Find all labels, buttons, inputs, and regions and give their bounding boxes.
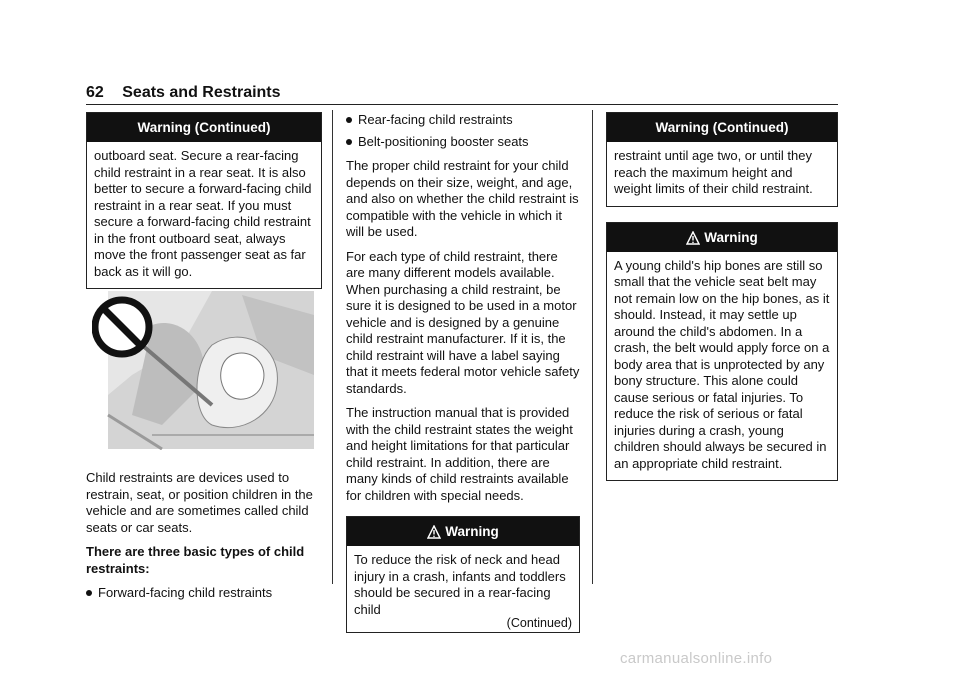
column-3 <box>606 112 838 481</box>
models-paragraph: For each type of child restraint, there are many different models available. When purchasing a child restraint, be sure it is designed to be used in a motor vehicle and is designed by a genuine child restraint manufacturer. If it is, the child restraint will have a label saying that it meets federal motor vehicle safety standards. <box>346 248 580 396</box>
column-1 <box>86 112 322 289</box>
bullet-icon <box>86 590 92 596</box>
warning-box <box>606 222 838 482</box>
warning-triangle-icon <box>427 525 441 539</box>
types-heading: There are three basic types of child restraints: <box>86 544 305 576</box>
list-item: Rear-facing child restraints <box>346 112 580 129</box>
warning-box-text: restraint until age two, or until they reach the maximum height and weight limits of their child restraint. <box>614 148 813 196</box>
no-symbol-icon <box>95 300 149 354</box>
warning-continued-box <box>86 112 322 289</box>
warning-box-title: Warning <box>347 517 579 546</box>
warning-box-text: outboard seat. Secure a rear-facing child restraint in a rear seat. It is also better to secure a forward-facing child restraint in a rear seat. If you must secure a forward-facing child restraint in the front outboard seat, always move the front passenger seat as far back as it will go. <box>94 148 312 279</box>
instruction-manual-paragraph: The instruction manual that is provided with the child restraint states the weight and height limitations for that particular child restraint. In addition, there are many kinds of child restraints available for children with special needs. <box>346 405 573 503</box>
page-header <box>86 84 281 102</box>
list-item: Forward-facing child restraints <box>86 585 326 602</box>
bullet-icon <box>346 139 352 145</box>
column-1-lower <box>86 470 326 610</box>
front-seat-child-restraint-image <box>92 285 316 450</box>
header-rule <box>86 104 838 105</box>
section-title: Seats and Restraints <box>122 84 281 101</box>
list-item: Belt-positioning booster seats <box>346 134 580 151</box>
warning-triangle-icon <box>686 231 700 245</box>
watermark: carmanualsonline.info <box>620 650 773 667</box>
bullet-icon <box>346 117 352 123</box>
warning-box <box>346 516 580 633</box>
column-divider-2 <box>592 110 593 584</box>
warning-box-text: To reduce the risk of neck and head injury in a crash, infants and toddlers should be secured in a rear-facing child <box>354 552 566 617</box>
warning-box-title: Warning <box>607 223 837 252</box>
column-divider-1 <box>332 110 333 584</box>
warning-box-title: Warning (Continued) <box>607 113 837 142</box>
warning-box-text: A young child's hip bones are still so small that the vehicle seat belt may not remain low on the hip bones, as it should. Instead, it may settle up around the child's abdomen. In a crash, the belt would apply force on a body area that is unprotected by any bony structure. This alone could cause serious or fatal injuries. To reduce the risk of serious or fatal injuries during a crash, young children should always be secured in an appropriate child restraint. <box>614 257 830 471</box>
child-restraints-paragraph: Child restraints are devices used to restrain, seat, or position children in the vehicle and are sometimes called child seats or car seats. <box>86 470 313 535</box>
column-2 <box>346 112 580 633</box>
proper-restraint-paragraph: The proper child restraint for your child depends on their size, weight, and age, and also on whether the child restraint is compatible with the vehicle in which it will be used. <box>346 158 579 239</box>
warning-box-title: Warning (Continued) <box>87 113 321 142</box>
page-number: 62 <box>86 84 104 101</box>
child-seat-illustration <box>92 285 316 450</box>
warning-continued-box <box>606 112 838 207</box>
continued-label: (Continued) <box>506 616 572 630</box>
